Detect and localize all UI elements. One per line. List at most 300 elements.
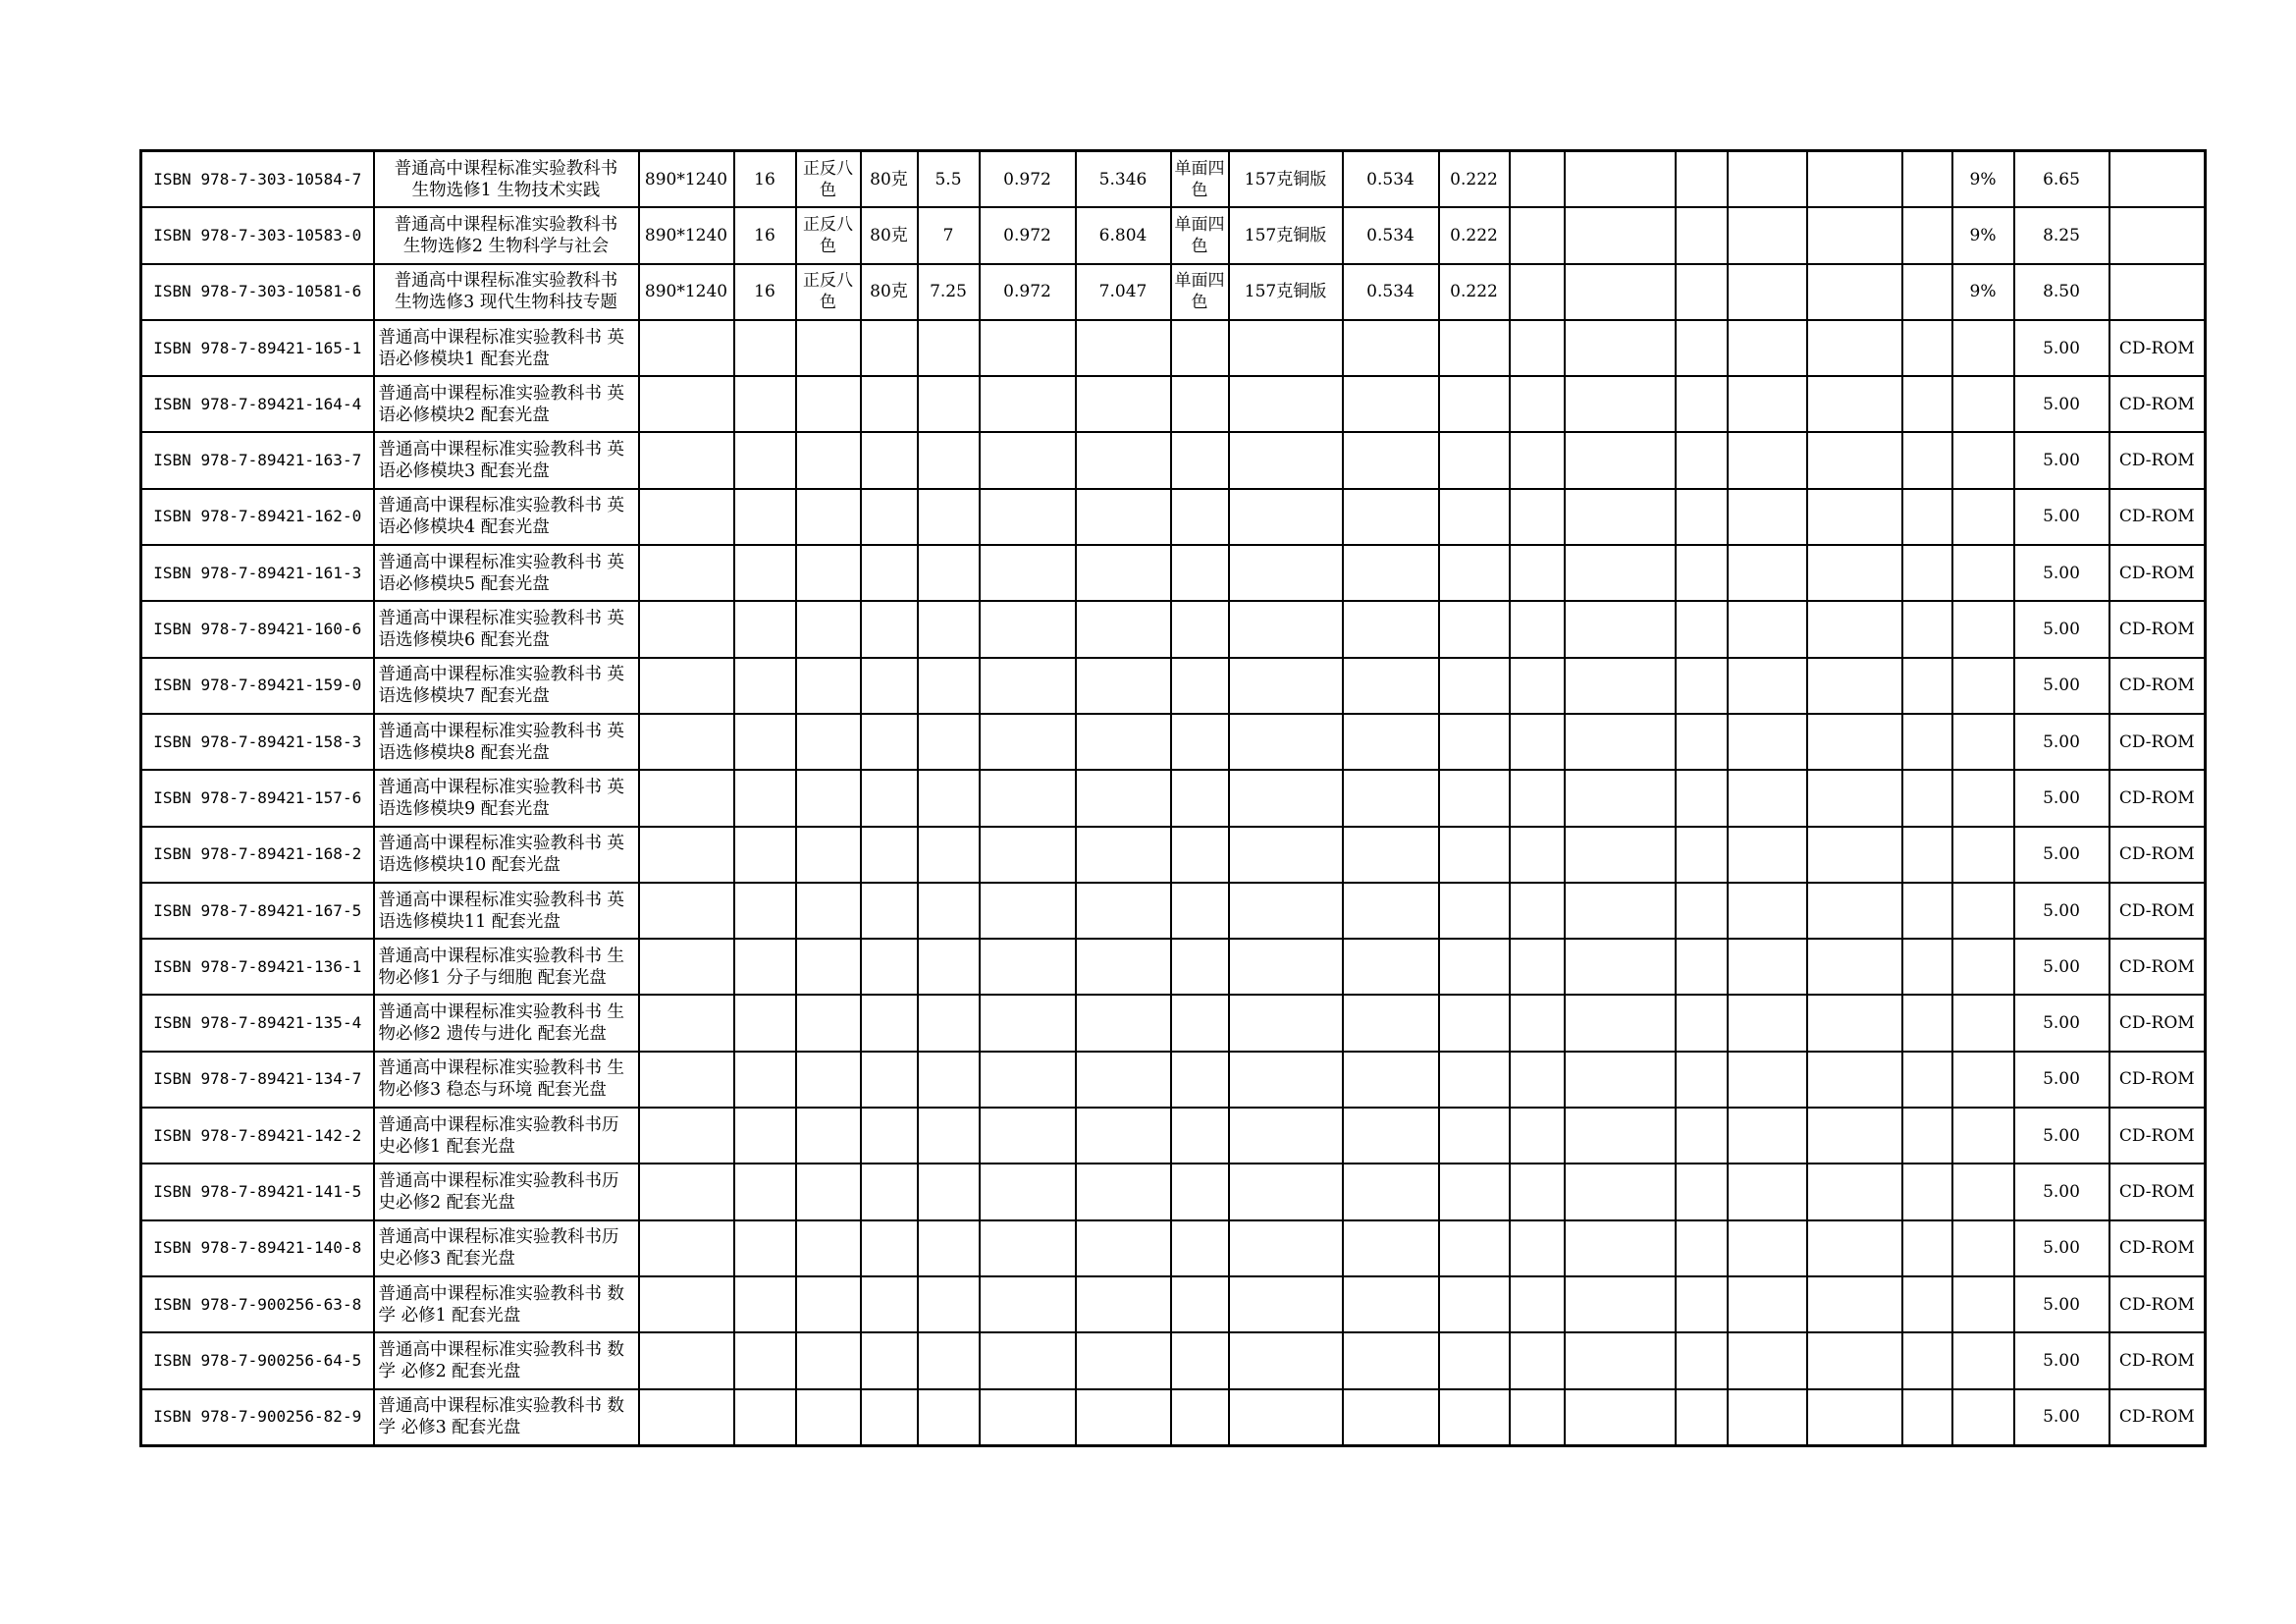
blank-cell-6	[1902, 601, 1952, 657]
sheets-cell	[918, 939, 980, 995]
blank-cell-4	[1728, 601, 1807, 657]
blank-cell-3	[1676, 714, 1728, 770]
text-price-cell	[1076, 1389, 1171, 1446]
cover-color-cell	[1171, 995, 1229, 1051]
text-paper-cell	[861, 1389, 918, 1446]
text-price-cell	[1076, 827, 1171, 883]
cover-color-cell	[1171, 376, 1229, 432]
cover-color-cell	[1171, 1164, 1229, 1219]
text-unit-price-cell	[980, 545, 1076, 601]
blank-cell-2	[1565, 1164, 1676, 1219]
blank-cell-3	[1676, 545, 1728, 601]
format-cell	[639, 1389, 734, 1446]
blank-cell-3	[1676, 883, 1728, 939]
price-cell: 5.00	[2014, 1052, 2109, 1108]
blank-cell-1	[1510, 1389, 1565, 1446]
blank-cell-5	[1807, 601, 1902, 657]
text-unit-price-cell: 0.972	[980, 151, 1076, 208]
text-color-cell	[796, 658, 861, 714]
blank-cell-5	[1807, 207, 1902, 263]
cover-unit-price-cell	[1343, 1108, 1439, 1164]
price-cell: 5.00	[2014, 714, 2109, 770]
isbn-cell: ISBN 978-7-89421-160-6	[141, 601, 374, 657]
isbn-cell: ISBN 978-7-89421-163-7	[141, 432, 374, 488]
cover-color-cell	[1171, 1332, 1229, 1388]
cover-extra-cell	[1439, 376, 1510, 432]
cover-paper-cell	[1229, 601, 1343, 657]
text-color-cell: 正反八色	[796, 151, 861, 208]
blank-cell-2	[1565, 376, 1676, 432]
blank-cell-5	[1807, 1164, 1902, 1219]
blank-cell-2	[1565, 432, 1676, 488]
cover-color-cell	[1171, 545, 1229, 601]
text-price-cell: 5.346	[1076, 151, 1171, 208]
text-color-cell	[796, 432, 861, 488]
text-color-cell	[796, 1332, 861, 1388]
cover-color-cell: 单面四色	[1171, 207, 1229, 263]
rate-cell	[1952, 489, 2014, 545]
blank-cell-5	[1807, 264, 1902, 320]
isbn-cell: ISBN 978-7-89421-167-5	[141, 883, 374, 939]
cover-extra-cell	[1439, 770, 1510, 826]
table-row	[141, 601, 2206, 657]
price-cell: 5.00	[2014, 827, 2109, 883]
rate-cell	[1952, 1332, 2014, 1388]
cover-color-cell	[1171, 1389, 1229, 1446]
blank-cell-5	[1807, 1220, 1902, 1276]
cover-extra-cell	[1439, 939, 1510, 995]
blank-cell-5	[1807, 376, 1902, 432]
blank-cell-4	[1728, 658, 1807, 714]
text-unit-price-cell	[980, 320, 1076, 376]
blank-cell-1	[1510, 714, 1565, 770]
media-cell: CD-ROM	[2109, 1108, 2206, 1164]
blank-cell-2	[1565, 601, 1676, 657]
blank-cell-1	[1510, 1164, 1565, 1219]
price-cell: 5.00	[2014, 601, 2109, 657]
folio-cell	[734, 770, 796, 826]
format-cell	[639, 714, 734, 770]
cover-extra-cell	[1439, 1276, 1510, 1332]
format-cell	[639, 770, 734, 826]
sheets-cell	[918, 1389, 980, 1446]
blank-cell-1	[1510, 432, 1565, 488]
blank-cell-1	[1510, 995, 1565, 1051]
folio-cell	[734, 995, 796, 1051]
blank-cell-1	[1510, 827, 1565, 883]
media-cell: CD-ROM	[2109, 770, 2206, 826]
folio-cell	[734, 1052, 796, 1108]
blank-cell-6	[1902, 1276, 1952, 1332]
rate-cell	[1952, 995, 2014, 1051]
folio-cell	[734, 714, 796, 770]
blank-cell-6	[1902, 770, 1952, 826]
blank-cell-6	[1902, 1164, 1952, 1219]
sheets-cell	[918, 1276, 980, 1332]
text-price-cell	[1076, 658, 1171, 714]
text-paper-cell	[861, 601, 918, 657]
title-cell: 普通高中课程标准实验教科书 英语选修模块8 配套光盘	[374, 714, 639, 770]
title-cell: 普通高中课程标准实验教科书 英语必修模块5 配套光盘	[374, 545, 639, 601]
cover-extra-cell	[1439, 995, 1510, 1051]
book-price-table	[139, 149, 2207, 1447]
cover-unit-price-cell	[1343, 714, 1439, 770]
title-cell: 普通高中课程标准实验教科书 英语必修模块2 配套光盘	[374, 376, 639, 432]
title-cell: 普通高中课程标准实验教科书 生物选修3 现代生物科技专题	[374, 264, 639, 320]
blank-cell-3	[1676, 658, 1728, 714]
blank-cell-5	[1807, 1052, 1902, 1108]
table-row	[141, 207, 2206, 263]
cover-unit-price-cell	[1343, 545, 1439, 601]
blank-cell-4	[1728, 489, 1807, 545]
blank-cell-4	[1728, 1220, 1807, 1276]
format-cell: 890*1240	[639, 264, 734, 320]
rate-cell	[1952, 827, 2014, 883]
blank-cell-6	[1902, 827, 1952, 883]
blank-cell-4	[1728, 939, 1807, 995]
rate-cell	[1952, 545, 2014, 601]
text-color-cell	[796, 939, 861, 995]
rate-cell	[1952, 1276, 2014, 1332]
cover-paper-cell	[1229, 883, 1343, 939]
blank-cell-1	[1510, 489, 1565, 545]
cover-paper-cell	[1229, 1052, 1343, 1108]
cover-color-cell	[1171, 714, 1229, 770]
format-cell	[639, 432, 734, 488]
price-cell: 5.00	[2014, 1332, 2109, 1388]
blank-cell-3	[1676, 151, 1728, 208]
isbn-cell: ISBN 978-7-89421-164-4	[141, 376, 374, 432]
sheets-cell	[918, 827, 980, 883]
blank-cell-6	[1902, 320, 1952, 376]
cover-color-cell	[1171, 1220, 1229, 1276]
sheets-cell	[918, 1108, 980, 1164]
cover-extra-cell	[1439, 714, 1510, 770]
text-paper-cell	[861, 1052, 918, 1108]
price-cell: 5.00	[2014, 995, 2109, 1051]
sheets-cell	[918, 770, 980, 826]
price-cell: 8.25	[2014, 207, 2109, 263]
price-cell: 5.00	[2014, 1164, 2109, 1219]
price-cell: 5.00	[2014, 883, 2109, 939]
blank-cell-3	[1676, 489, 1728, 545]
folio-cell	[734, 545, 796, 601]
blank-cell-2	[1565, 320, 1676, 376]
price-cell: 5.00	[2014, 432, 2109, 488]
blank-cell-3	[1676, 1220, 1728, 1276]
table-row	[141, 1389, 2206, 1446]
text-unit-price-cell	[980, 714, 1076, 770]
title-cell: 普通高中课程标准实验教科书 英语选修模块6 配套光盘	[374, 601, 639, 657]
isbn-cell: ISBN 978-7-89421-158-3	[141, 714, 374, 770]
text-color-cell	[796, 883, 861, 939]
format-cell	[639, 827, 734, 883]
blank-cell-1	[1510, 658, 1565, 714]
blank-cell-1	[1510, 151, 1565, 208]
media-cell: CD-ROM	[2109, 1220, 2206, 1276]
folio-cell	[734, 1276, 796, 1332]
sheets-cell: 5.5	[918, 151, 980, 208]
text-price-cell	[1076, 489, 1171, 545]
blank-cell-4	[1728, 264, 1807, 320]
blank-cell-3	[1676, 1276, 1728, 1332]
folio-cell	[734, 658, 796, 714]
blank-cell-4	[1728, 1276, 1807, 1332]
text-unit-price-cell	[980, 1164, 1076, 1219]
media-cell: CD-ROM	[2109, 545, 2206, 601]
text-price-cell	[1076, 995, 1171, 1051]
blank-cell-1	[1510, 939, 1565, 995]
blank-cell-5	[1807, 489, 1902, 545]
rate-cell	[1952, 1164, 2014, 1219]
cover-color-cell	[1171, 489, 1229, 545]
blank-cell-6	[1902, 264, 1952, 320]
cover-extra-cell	[1439, 827, 1510, 883]
folio-cell	[734, 939, 796, 995]
text-color-cell: 正反八色	[796, 207, 861, 263]
media-cell: CD-ROM	[2109, 320, 2206, 376]
media-cell: CD-ROM	[2109, 1332, 2206, 1388]
text-paper-cell	[861, 995, 918, 1051]
isbn-cell: ISBN 978-7-303-10583-0	[141, 207, 374, 263]
blank-cell-1	[1510, 1108, 1565, 1164]
blank-cell-5	[1807, 1332, 1902, 1388]
cover-extra-cell	[1439, 1052, 1510, 1108]
text-price-cell	[1076, 320, 1171, 376]
cover-paper-cell	[1229, 1108, 1343, 1164]
blank-cell-1	[1510, 1220, 1565, 1276]
cover-extra-cell: 0.222	[1439, 264, 1510, 320]
blank-cell-3	[1676, 939, 1728, 995]
isbn-cell: ISBN 978-7-89421-134-7	[141, 1052, 374, 1108]
text-price-cell	[1076, 1332, 1171, 1388]
cover-paper-cell	[1229, 714, 1343, 770]
table-row	[141, 376, 2206, 432]
table-row	[141, 1332, 2206, 1388]
blank-cell-5	[1807, 320, 1902, 376]
blank-cell-4	[1728, 995, 1807, 1051]
table-row	[141, 264, 2206, 320]
blank-cell-4	[1728, 545, 1807, 601]
text-paper-cell	[861, 320, 918, 376]
blank-cell-2	[1565, 1389, 1676, 1446]
blank-cell-6	[1902, 207, 1952, 263]
cover-extra-cell	[1439, 1164, 1510, 1219]
blank-cell-2	[1565, 770, 1676, 826]
blank-cell-2	[1565, 545, 1676, 601]
format-cell	[639, 1276, 734, 1332]
rate-cell: 9%	[1952, 207, 2014, 263]
price-cell: 5.00	[2014, 1108, 2109, 1164]
blank-cell-6	[1902, 939, 1952, 995]
cover-unit-price-cell	[1343, 601, 1439, 657]
rate-cell	[1952, 432, 2014, 488]
price-cell: 8.50	[2014, 264, 2109, 320]
blank-cell-5	[1807, 827, 1902, 883]
cover-color-cell	[1171, 320, 1229, 376]
blank-cell-5	[1807, 714, 1902, 770]
blank-cell-4	[1728, 432, 1807, 488]
text-unit-price-cell	[980, 939, 1076, 995]
media-cell: CD-ROM	[2109, 995, 2206, 1051]
blank-cell-3	[1676, 1052, 1728, 1108]
folio-cell: 16	[734, 207, 796, 263]
cover-color-cell	[1171, 770, 1229, 826]
isbn-cell: ISBN 978-7-89421-157-6	[141, 770, 374, 826]
table-row	[141, 320, 2206, 376]
blank-cell-4	[1728, 151, 1807, 208]
cover-unit-price-cell: 0.534	[1343, 264, 1439, 320]
text-paper-cell: 80克	[861, 264, 918, 320]
text-price-cell	[1076, 432, 1171, 488]
title-cell: 普通高中课程标准实验教科书 生物选修2 生物科学与社会	[374, 207, 639, 263]
format-cell	[639, 1108, 734, 1164]
cover-unit-price-cell	[1343, 827, 1439, 883]
isbn-cell: ISBN 978-7-89421-161-3	[141, 545, 374, 601]
table-row	[141, 714, 2206, 770]
blank-cell-4	[1728, 376, 1807, 432]
text-price-cell	[1076, 1220, 1171, 1276]
text-color-cell	[796, 995, 861, 1051]
media-cell: CD-ROM	[2109, 1164, 2206, 1219]
sheets-cell: 7	[918, 207, 980, 263]
text-paper-cell	[861, 1108, 918, 1164]
blank-cell-2	[1565, 658, 1676, 714]
text-paper-cell: 80克	[861, 151, 918, 208]
text-paper-cell	[861, 883, 918, 939]
cover-paper-cell	[1229, 1220, 1343, 1276]
title-cell: 普通高中课程标准实验教科书 生物必修3 稳态与环境 配套光盘	[374, 1052, 639, 1108]
isbn-cell: ISBN 978-7-89421-162-0	[141, 489, 374, 545]
title-cell: 普通高中课程标准实验教科书 英语选修模块7 配套光盘	[374, 658, 639, 714]
media-cell: CD-ROM	[2109, 658, 2206, 714]
format-cell	[639, 376, 734, 432]
sheets-cell	[918, 1220, 980, 1276]
title-cell: 普通高中课程标准实验教科书历史必修1 配套光盘	[374, 1108, 639, 1164]
price-cell: 5.00	[2014, 939, 2109, 995]
rate-cell	[1952, 1220, 2014, 1276]
format-cell	[639, 995, 734, 1051]
text-price-cell	[1076, 376, 1171, 432]
table-row	[141, 939, 2206, 995]
cover-extra-cell	[1439, 601, 1510, 657]
cover-paper-cell: 157克铜版	[1229, 207, 1343, 263]
text-price-cell	[1076, 1052, 1171, 1108]
blank-cell-3	[1676, 1389, 1728, 1446]
cover-extra-cell	[1439, 320, 1510, 376]
blank-cell-4	[1728, 770, 1807, 826]
title-cell: 普通高中课程标准实验教科书 英语选修模块9 配套光盘	[374, 770, 639, 826]
blank-cell-3	[1676, 264, 1728, 320]
cover-paper-cell	[1229, 320, 1343, 376]
blank-cell-1	[1510, 207, 1565, 263]
cover-unit-price-cell	[1343, 939, 1439, 995]
blank-cell-6	[1902, 489, 1952, 545]
blank-cell-5	[1807, 770, 1902, 826]
cover-color-cell	[1171, 1052, 1229, 1108]
sheets-cell	[918, 432, 980, 488]
sheets-cell	[918, 883, 980, 939]
price-cell: 5.00	[2014, 545, 2109, 601]
format-cell	[639, 489, 734, 545]
isbn-cell: ISBN 978-7-303-10584-7	[141, 151, 374, 208]
table-row	[141, 995, 2206, 1051]
blank-cell-3	[1676, 601, 1728, 657]
folio-cell	[734, 376, 796, 432]
cover-extra-cell: 0.222	[1439, 151, 1510, 208]
cover-paper-cell	[1229, 376, 1343, 432]
text-paper-cell	[861, 1276, 918, 1332]
text-unit-price-cell	[980, 1108, 1076, 1164]
text-color-cell	[796, 1164, 861, 1219]
cover-unit-price-cell	[1343, 883, 1439, 939]
cover-paper-cell: 157克铜版	[1229, 264, 1343, 320]
blank-cell-4	[1728, 1389, 1807, 1446]
table-row	[141, 432, 2206, 488]
text-paper-cell: 80克	[861, 207, 918, 263]
media-cell: CD-ROM	[2109, 939, 2206, 995]
blank-cell-5	[1807, 1108, 1902, 1164]
format-cell	[639, 939, 734, 995]
cover-paper-cell	[1229, 545, 1343, 601]
text-paper-cell	[861, 770, 918, 826]
isbn-cell: ISBN 978-7-89421-135-4	[141, 995, 374, 1051]
text-color-cell	[796, 489, 861, 545]
blank-cell-4	[1728, 320, 1807, 376]
cover-unit-price-cell	[1343, 1276, 1439, 1332]
media-cell	[2109, 207, 2206, 263]
text-unit-price-cell	[980, 883, 1076, 939]
isbn-cell: ISBN 978-7-900256-64-5	[141, 1332, 374, 1388]
cover-unit-price-cell	[1343, 995, 1439, 1051]
cover-unit-price-cell	[1343, 489, 1439, 545]
blank-cell-4	[1728, 827, 1807, 883]
cover-extra-cell	[1439, 658, 1510, 714]
cover-paper-cell	[1229, 432, 1343, 488]
rate-cell	[1952, 1052, 2014, 1108]
folio-cell	[734, 1332, 796, 1388]
blank-cell-6	[1902, 995, 1952, 1051]
title-cell: 普通高中课程标准实验教科书 数学 必修3 配套光盘	[374, 1389, 639, 1446]
blank-cell-4	[1728, 714, 1807, 770]
text-color-cell	[796, 601, 861, 657]
table-row	[141, 1164, 2206, 1219]
cover-extra-cell	[1439, 1389, 1510, 1446]
cover-paper-cell	[1229, 1389, 1343, 1446]
rate-cell	[1952, 939, 2014, 995]
cover-color-cell	[1171, 658, 1229, 714]
sheets-cell: 7.25	[918, 264, 980, 320]
text-color-cell	[796, 770, 861, 826]
blank-cell-6	[1902, 1389, 1952, 1446]
cover-unit-price-cell	[1343, 1164, 1439, 1219]
price-cell: 5.00	[2014, 658, 2109, 714]
title-cell: 普通高中课程标准实验教科书 英语选修模块11 配套光盘	[374, 883, 639, 939]
price-cell: 6.65	[2014, 151, 2109, 208]
isbn-cell: ISBN 978-7-900256-82-9	[141, 1389, 374, 1446]
blank-cell-2	[1565, 264, 1676, 320]
media-cell: CD-ROM	[2109, 827, 2206, 883]
folio-cell	[734, 1220, 796, 1276]
format-cell: 890*1240	[639, 207, 734, 263]
rate-cell	[1952, 320, 2014, 376]
cover-paper-cell	[1229, 1332, 1343, 1388]
text-color-cell	[796, 1220, 861, 1276]
title-cell: 普通高中课程标准实验教科书 数学 必修1 配套光盘	[374, 1276, 639, 1332]
table-row	[141, 1108, 2206, 1164]
text-unit-price-cell	[980, 1389, 1076, 1446]
blank-cell-6	[1902, 714, 1952, 770]
